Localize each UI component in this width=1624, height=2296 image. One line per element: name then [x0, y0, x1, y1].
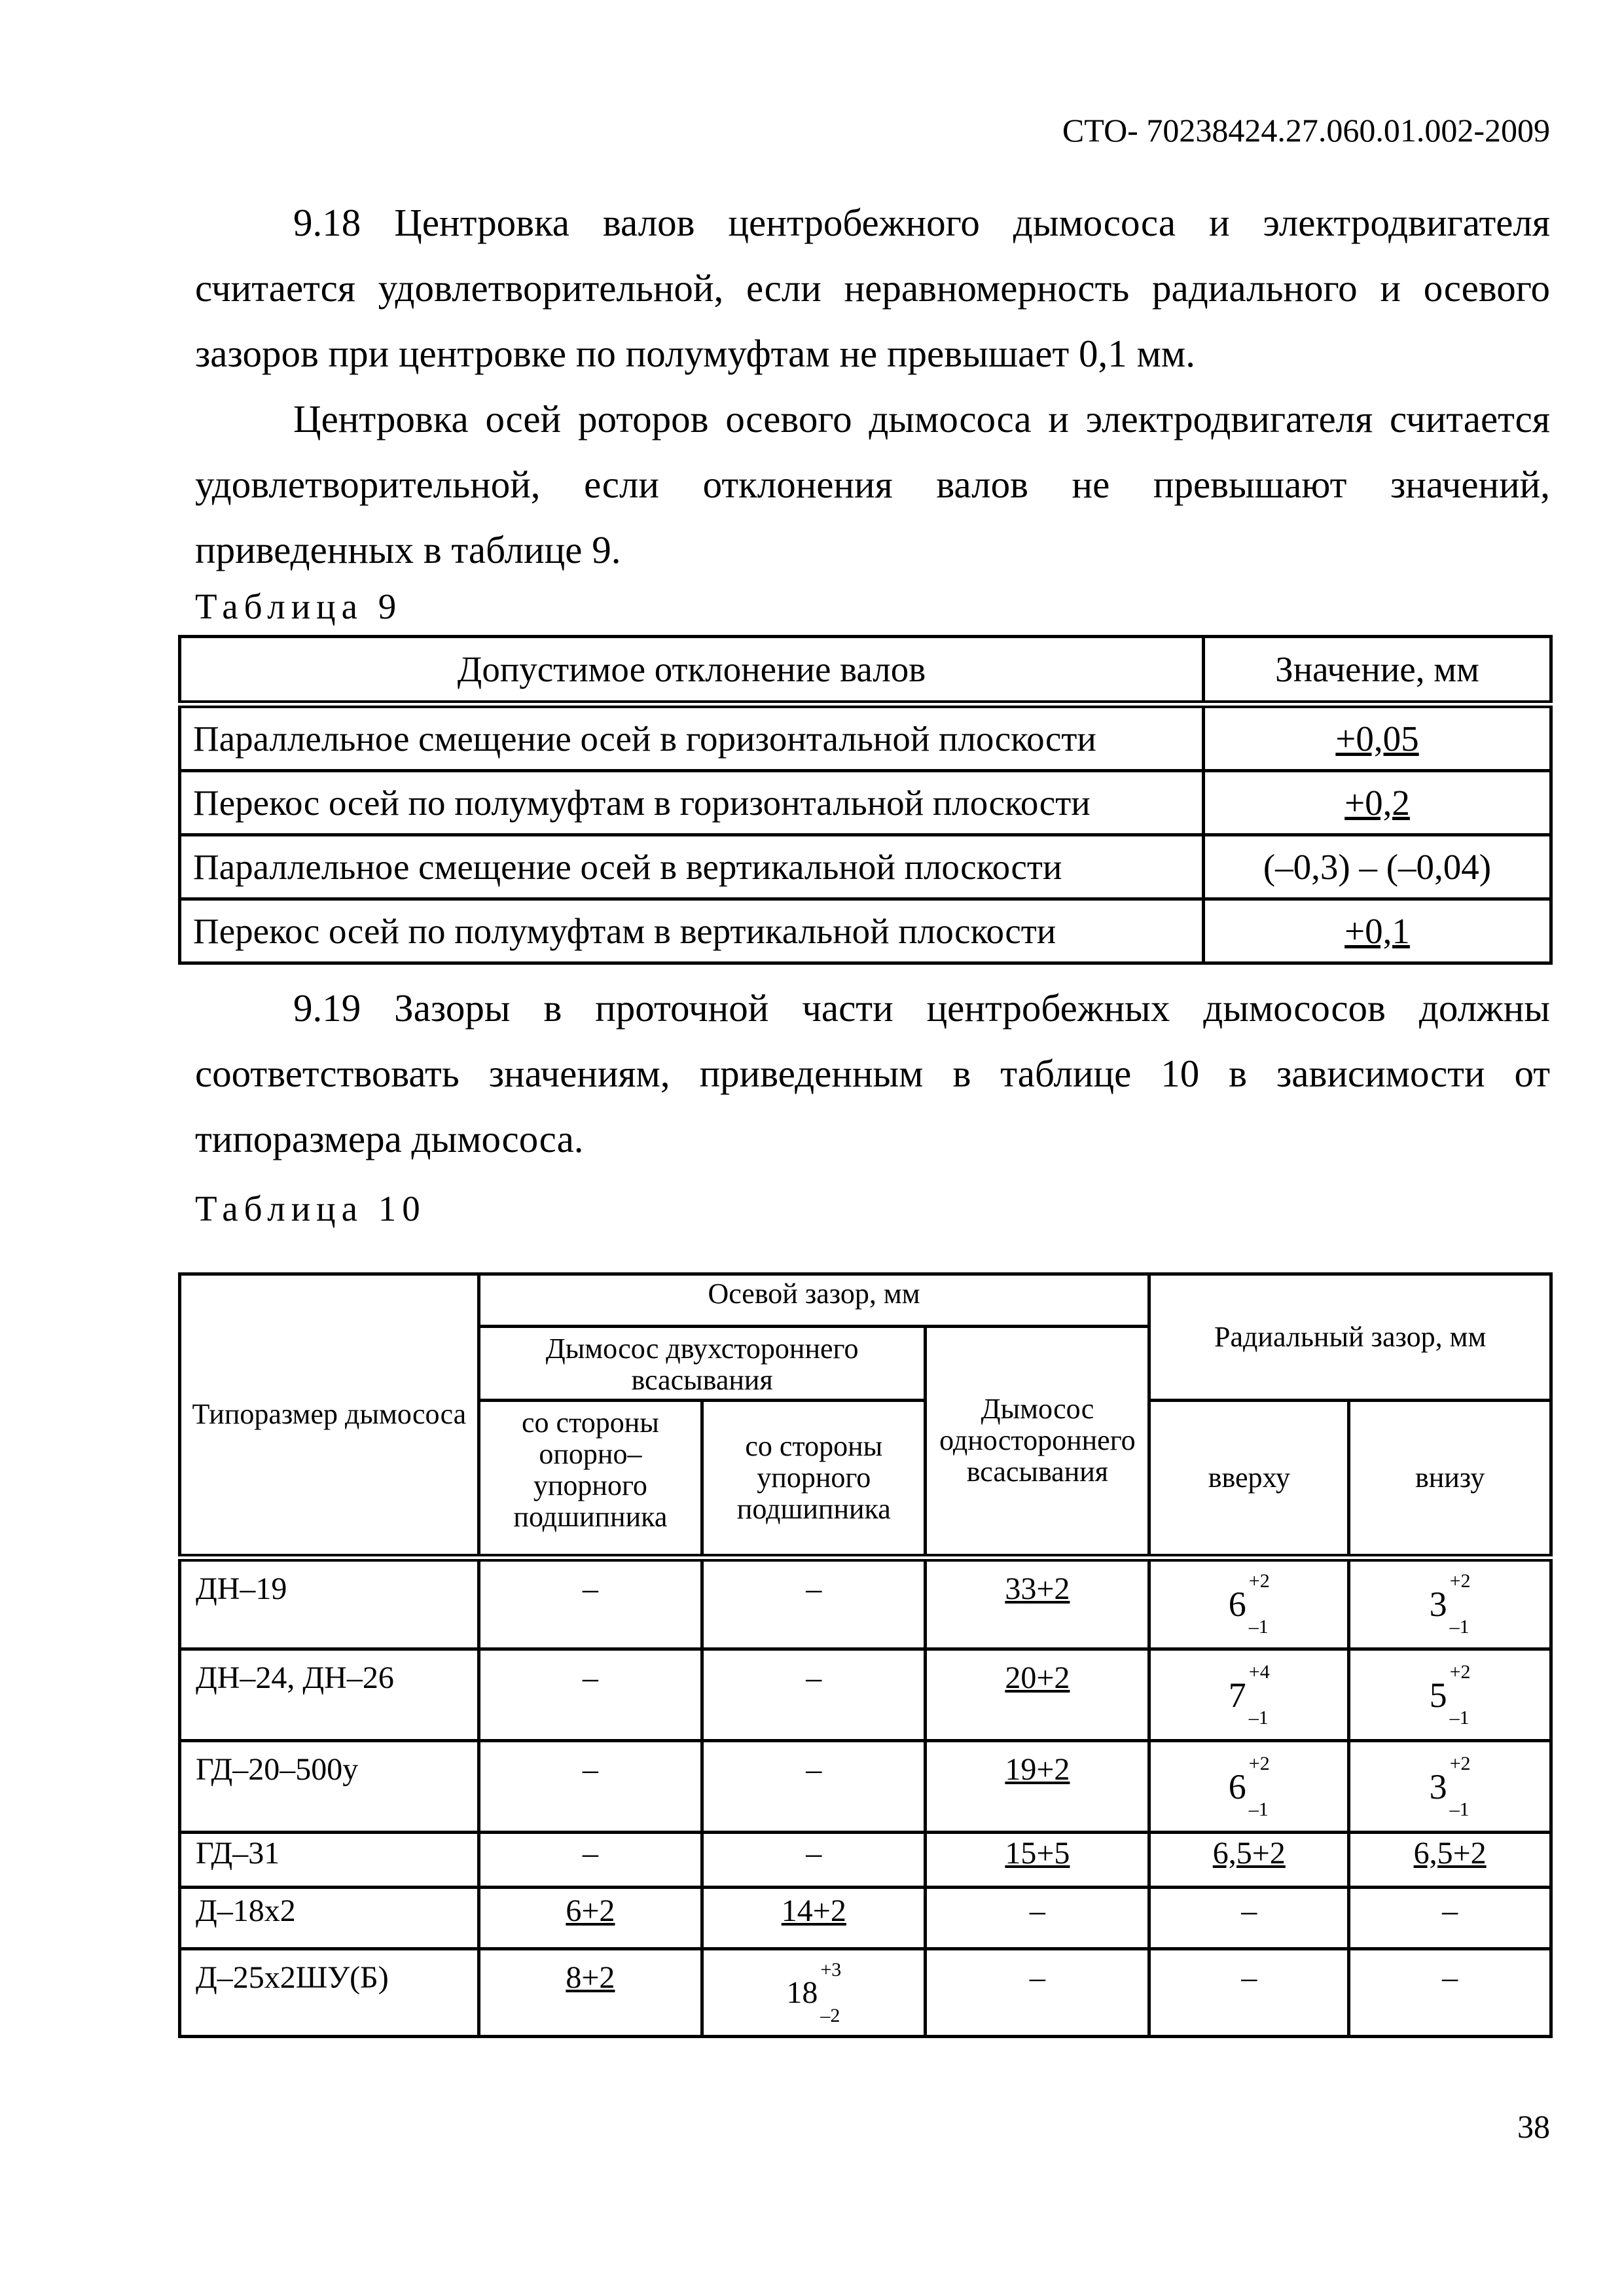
- tolerance-base: 3: [1429, 1585, 1447, 1624]
- tolerance-base: 3: [1429, 1767, 1447, 1806]
- table-row: [180, 1833, 1551, 1888]
- tolerance-base: 6: [1228, 1767, 1246, 1806]
- size-name: Д–18х2: [180, 1888, 479, 1949]
- radial-top-cell: [1149, 1649, 1349, 1741]
- cell: 20+2: [926, 1649, 1149, 1741]
- cell: 8+2: [478, 1949, 702, 2037]
- cell: –: [1349, 1949, 1551, 2037]
- cell: 6,5+2: [1349, 1833, 1551, 1888]
- cell: –: [478, 1833, 702, 1888]
- tolerance-lower: –1: [1449, 1616, 1470, 1638]
- header-single-suction: Дымосос одностороннего всасывания: [926, 1327, 1149, 1558]
- cell: –: [926, 1888, 1149, 1949]
- tolerance-upper: +2: [1449, 1570, 1471, 1592]
- size-name: ГД–20–500у: [180, 1741, 479, 1833]
- paragraph-text: 9.18 Центровка валов центробежного дымососа и электродвигателя считается удовлетворительной, если неравномерность радиального и осевого зазоров при центровке по полумуфтам не превышает 0,1 мм.: [195, 201, 1550, 375]
- table-row: [180, 1558, 1551, 1649]
- tolerance-value: [1228, 1660, 1270, 1729]
- tolerance-value: [1429, 1752, 1471, 1820]
- header-size: Типоразмер дымососа: [180, 1274, 479, 1558]
- tolerance-base: 7: [1228, 1675, 1246, 1715]
- header-thrust-side: со стороны упорного подшипника: [702, 1401, 926, 1558]
- radial-bottom-cell: [1349, 1741, 1551, 1833]
- tolerance-upper: +3: [820, 1958, 842, 1981]
- cell: 19+2: [926, 1741, 1149, 1833]
- header-bottom: внизу: [1349, 1401, 1551, 1558]
- document-code: СТО- 70238424.27.060.01.002-2009: [1062, 112, 1550, 149]
- header-radial: Радиальный зазор, мм: [1149, 1274, 1551, 1401]
- tolerance-value: [1228, 1752, 1270, 1820]
- table-row: [180, 1888, 1551, 1949]
- radial-bottom-cell: [1349, 1649, 1551, 1741]
- table-10-caption: Таблица 10: [195, 1189, 426, 1229]
- cell: –: [478, 1558, 702, 1649]
- row-value: +0,05: [1204, 704, 1551, 771]
- row-value: +0,2: [1204, 771, 1551, 835]
- tolerance-upper: +2: [1449, 1660, 1471, 1683]
- tolerance-lower: –1: [1248, 1706, 1269, 1729]
- header-value: Значение, мм: [1204, 637, 1551, 705]
- header-top: вверху: [1149, 1401, 1349, 1558]
- row-value: +0,1: [1204, 899, 1551, 963]
- table-9-caption: Таблица 9: [195, 586, 403, 626]
- paragraph-9-19: [195, 975, 1550, 1172]
- paragraph-axial-alignment: [195, 386, 1550, 583]
- tolerance-upper: +2: [1248, 1570, 1270, 1592]
- cell: [702, 1949, 926, 2037]
- radial-top-cell: [1149, 1558, 1349, 1649]
- radial-top-cell: [1149, 1741, 1349, 1833]
- size-name: ДН–24, ДН–26: [180, 1649, 479, 1741]
- table-header-row: [180, 637, 1551, 705]
- paragraph-text: 9.19 Зазоры в проточной части центробежных дымососов должны соответствовать значениям, приведенным в таблице 10 в зависимости от типоразмера дымососа.: [195, 986, 1550, 1160]
- tolerance-base: 6: [1228, 1585, 1246, 1624]
- cell: 15+5: [926, 1833, 1149, 1888]
- tolerance-value: [1429, 1660, 1471, 1729]
- tolerance-lower: –1: [1248, 1616, 1269, 1638]
- cell: 6,5+2: [1149, 1833, 1349, 1888]
- size-name: ДН–19: [180, 1558, 479, 1649]
- paragraph-text: Центровка осей роторов осевого дымососа и электродвигателя считается удовлетворительной, если отклонения валов не превышают значений, приведенных в таблице 9.: [195, 397, 1550, 571]
- cell: –: [702, 1558, 926, 1649]
- cell: 33+2: [926, 1558, 1149, 1649]
- tolerance-value: [786, 1958, 842, 2026]
- table-10: [178, 1272, 1553, 2038]
- row-label: Перекос осей по полумуфтам в горизонтальной плоскости: [180, 771, 1204, 835]
- cell: –: [478, 1649, 702, 1741]
- tolerance-base: 5: [1429, 1675, 1447, 1715]
- table-row: [180, 1949, 1551, 2037]
- tolerance-base: 18: [786, 1975, 818, 2010]
- cell: 6+2: [478, 1888, 702, 1949]
- cell: –: [478, 1741, 702, 1833]
- table-row: [180, 1649, 1551, 1741]
- cell: –: [702, 1649, 926, 1741]
- row-label: Параллельное смещение осей в вертикальной плоскости: [180, 835, 1204, 899]
- table-9: [178, 635, 1553, 965]
- header-deviation: Допустимое отклонение валов: [180, 637, 1204, 705]
- tolerance-lower: –2: [820, 2004, 840, 2026]
- tolerance-upper: +2: [1248, 1752, 1270, 1774]
- cell: –: [1149, 1949, 1349, 2037]
- tolerance-lower: –1: [1449, 1798, 1470, 1820]
- tolerance-upper: +4: [1248, 1660, 1270, 1683]
- cell: 14+2: [702, 1888, 926, 1949]
- tolerance-lower: –1: [1248, 1798, 1269, 1820]
- page-number: 38: [1517, 2108, 1550, 2145]
- header-support-thrust-side: со стороны опорно–упорного подшипника: [478, 1401, 702, 1558]
- header-axial: Осевой зазор, мм: [478, 1274, 1149, 1327]
- row-label: Перекос осей по полумуфтам в вертикальной плоскости: [180, 899, 1204, 963]
- row-label: Параллельное смещение осей в горизонтальной плоскости: [180, 704, 1204, 771]
- cell: –: [1149, 1888, 1349, 1949]
- radial-bottom-cell: [1349, 1558, 1551, 1649]
- table-row: [180, 835, 1551, 899]
- tolerance-lower: –1: [1449, 1706, 1470, 1729]
- row-value: (–0,3) – (–0,04): [1204, 835, 1551, 899]
- table-row: [180, 899, 1551, 963]
- tolerance-value: [1228, 1570, 1270, 1638]
- table-row: [180, 1741, 1551, 1833]
- header-double-suction: Дымосос двухстороннего всасывания: [478, 1327, 926, 1401]
- cell: –: [702, 1741, 926, 1833]
- table-row: [180, 771, 1551, 835]
- size-name: Д–25х2ШУ(Б): [180, 1949, 479, 2037]
- paragraph-9-18: [195, 190, 1550, 386]
- table-row: [180, 704, 1551, 771]
- cell: –: [1349, 1888, 1551, 1949]
- tolerance-upper: +2: [1449, 1752, 1471, 1774]
- cell: –: [926, 1949, 1149, 2037]
- tolerance-value: [1429, 1570, 1471, 1638]
- cell: –: [702, 1833, 926, 1888]
- size-name: ГД–31: [180, 1833, 479, 1888]
